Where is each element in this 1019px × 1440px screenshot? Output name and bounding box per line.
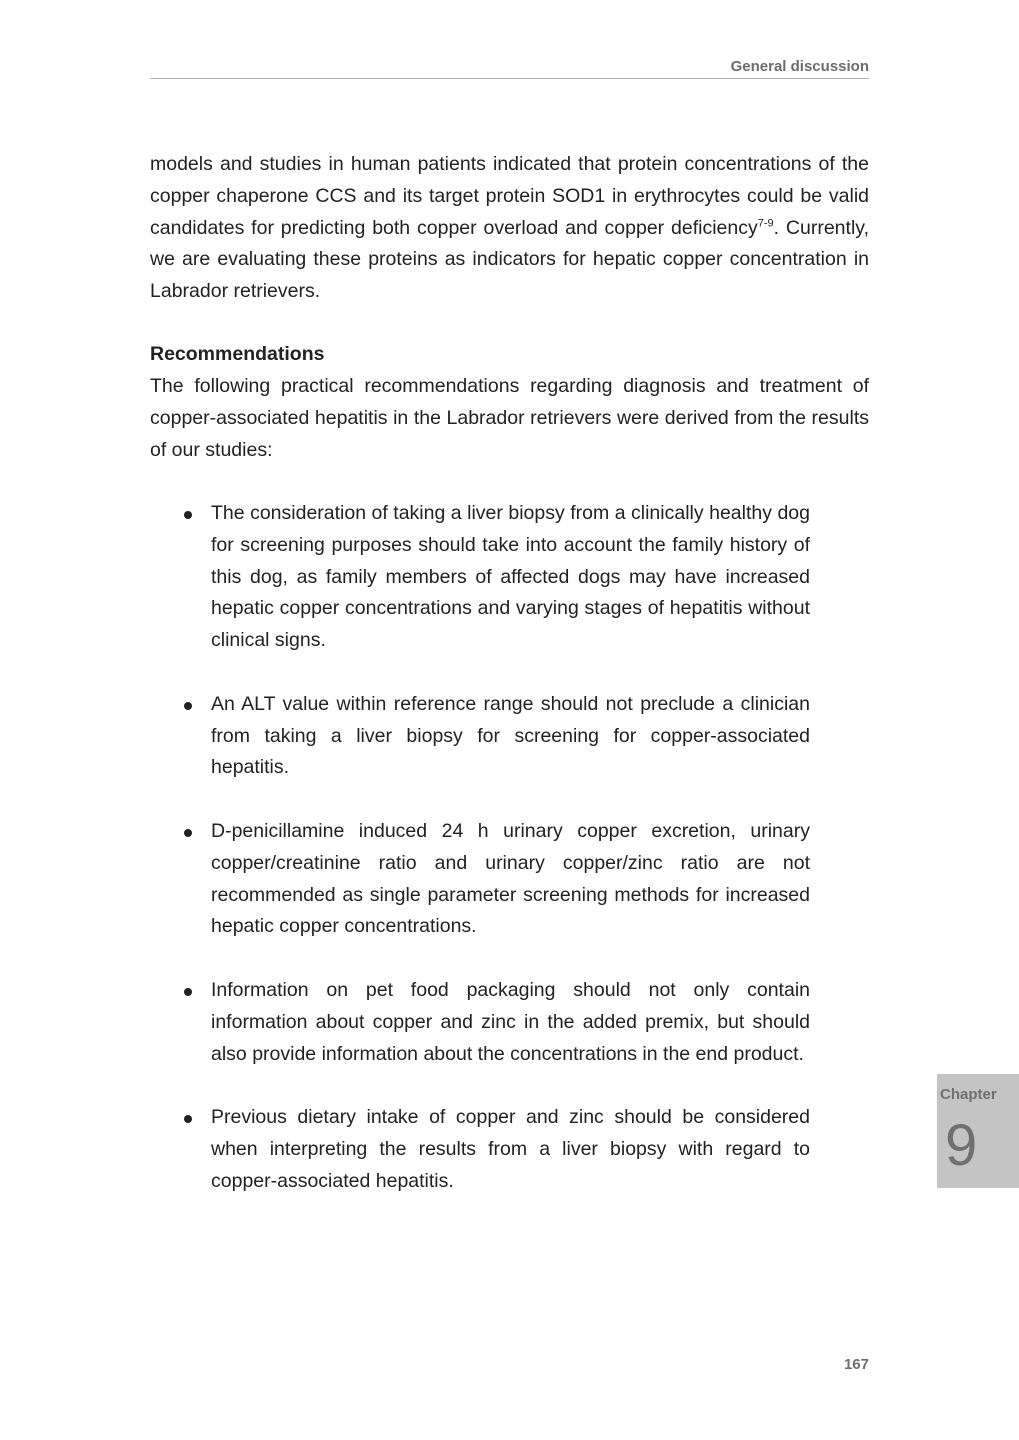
recommendation-item [211,816,810,943]
recommendation-text: The consideration of taking a liver biopsy from a clinically healthy dog for screening purposes should take into account the family history of this dog, as family members of affected dogs may have increased hepatic copper concentrations and varying stages of hepatitis without clinical signs. [211,502,810,652]
section-heading: Recommendations [150,343,325,365]
chapter-label: Chapter [940,1086,997,1103]
paragraph-text: models and studies in human patients indicated that protein concentrations of the copper chaperone CCS and its target protein SOD1 in erythrocytes could be valid candidates for predicting both copper overload and copper deficiency [150,153,869,239]
recommendation-item [211,689,810,784]
paragraph-continuation [150,149,869,308]
recommendation-text: D-penicillamine induced 24 h urinary copper excretion, urinary copper/creatinine ratio and urinary copper/zinc ratio are not recommended as single parameter screening methods for increased hepatic copper concentrations. [211,819,810,938]
reference-superscript: 7-9 [757,217,774,230]
running-header: General discussion [150,58,869,79]
page-number: 167 [843,1356,869,1373]
section-intro: The following practical recommendations regarding diagnosis and treatment of copper-associated hepatitis in the Labrador retrievers were derived from the results of our studies: [150,375,869,461]
paragraph-text-end: . Currently, we are evaluating these proteins as indicators for hepatic copper concentration in Labrador retrievers. [150,216,869,303]
bullet-icon [184,702,192,710]
bullet-icon [184,511,192,519]
bullet-icon [184,829,192,837]
bullet-icon [184,988,192,996]
recommendation-item [211,975,810,1070]
recommendation-item [211,498,810,657]
recommendation-text: An ALT value within reference range should not preclude a clinician from taking a liver biopsy for screening for copper-associated hepatitis. [211,692,810,779]
recommendation-text: Previous dietary intake of copper and zinc should be considered when interpreting the results from a liver biopsy with regard to copper-associated hepatitis. [211,1106,810,1192]
chapter-tab [937,1074,1019,1188]
recommendation-item [211,1102,810,1197]
bullet-icon [184,1115,192,1123]
recommendation-list [0,498,810,1229]
chapter-number: 9 [945,1113,978,1178]
recommendation-text: Information on pet food packaging should not only contain information about copper and zinc in the added premix, but should also provide information about the concentrations in the end product. [211,978,810,1065]
